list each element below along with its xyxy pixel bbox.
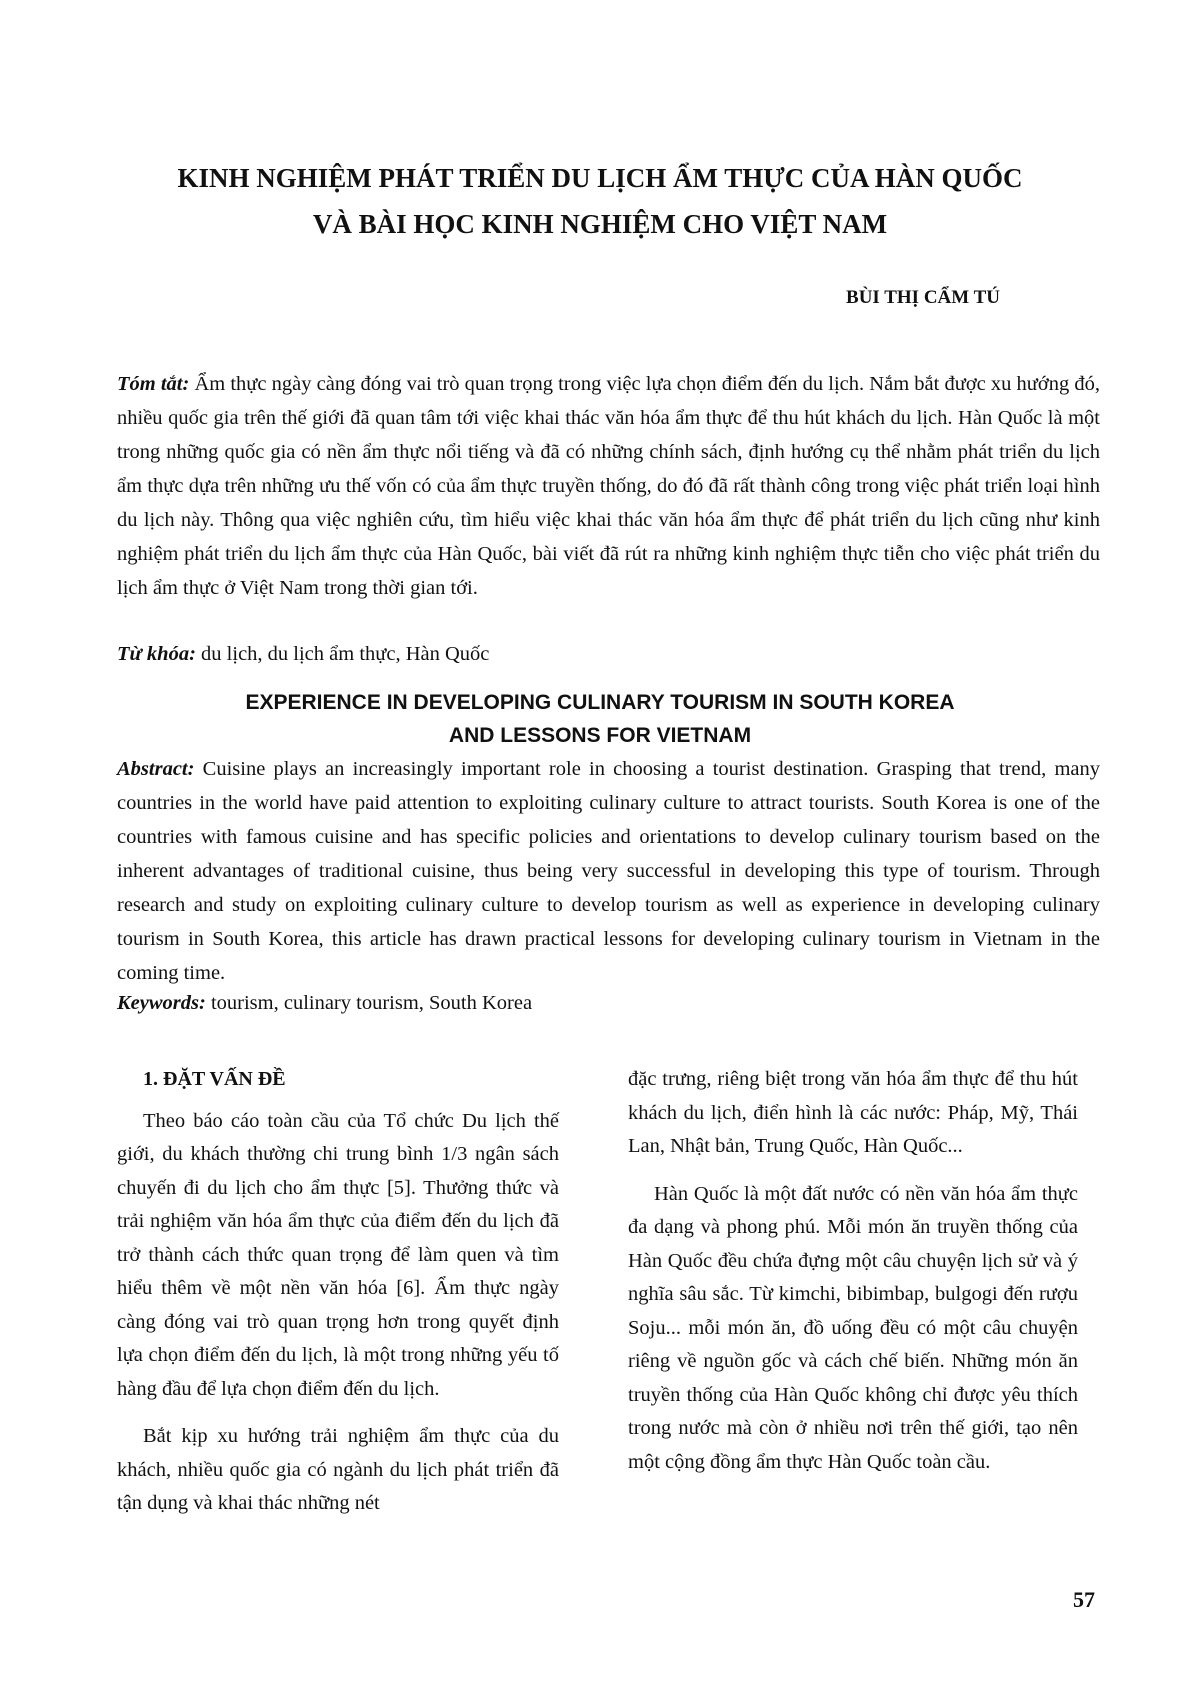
page-number: 57 (1073, 1587, 1095, 1612)
english-keywords-text: tourism, culinary tourism, South Korea (205, 992, 533, 1014)
body-paragraph: Theo báo cáo toàn cầu của Tổ chức Du lịch thế giới, du khách thường chi trung bình 1/3 ngân sách chuyến đi du lịch cho ẩm thực [5]. Thưởng thức và trải nghiệm văn hóa ẩm thực của điểm đến du lịch đã trở thành cách thức quan trọng để làm quen và tìm hiểu thêm về một nền văn hóa [6]. Ẩm thực ngày càng đóng vai trò quan trọng hơn trong quyết định lựa chọn điểm đến du lịch, là một trong những yếu tố hàng đầu để lựa chọn điểm đến du lịch. (117, 1109, 559, 1400)
english-abstract (117, 752, 1100, 990)
body-paragraph: đặc trưng, riêng biệt trong văn hóa ẩm thực để thu hút khách du lịch, điển hình là các nước: Pháp, Mỹ, Thái Lan, Nhật bản, Trung Quốc, Hàn Quốc... (628, 1068, 1078, 1157)
vietnamese-keywords (117, 637, 1100, 671)
title-line-1: KINH NGHIỆM PHÁT TRIỂN DU LỊCH ẨM THỰC CỦA HÀN QUỐC (177, 163, 1023, 193)
body-column-right (628, 1063, 1078, 1493)
body-paragraph: Bắt kịp xu hướng trải nghiệm ẩm thực của du khách, nhiều quốc gia có ngành du lịch phát triển đã tận dụng và khai thác những nét (117, 1425, 559, 1514)
vietnamese-abstract-text: Ẩm thực ngày càng đóng vai trò quan trọng trong việc lựa chọn điểm đến du lịch. Nắm bắt được xu hướng đó, nhiều quốc gia trên thế giới đã quan tâm tới việc khai thác văn hóa ẩm thực để thu hút khách du lịch. Hàn Quốc là một trong những quốc gia có nền ẩm thực nổi tiếng và đã có những chính sách, định hướng cụ thể nhằm phát triển du lịch ẩm thực dựa trên những ưu thế vốn có của ẩm thực truyền thống, do đó đã rất thành công trong việc phát triển loại hình du lịch này. Thông qua việc nghiên cứu, tìm hiểu việc khai thác văn hóa ẩm thực để phát triển du lịch cũng như kinh nghiệm phát triển du lịch ẩm thực của Hàn Quốc, bài viết đã rút ra những kinh nghiệm thực tiễn cho việc phát triển du lịch ẩm thực ở Việt Nam trong thời gian tới. (117, 373, 1100, 599)
english-title (0, 686, 1200, 752)
english-abstract-label: Abstract: (117, 758, 195, 780)
english-keywords-label: Keywords: (117, 992, 206, 1014)
english-title-line-1: EXPERIENCE IN DEVELOPING CULINARY TOURISM IN SOUTH KOREA (245, 691, 955, 714)
author-name: BÙI THỊ CẨM TÚ (846, 287, 1000, 308)
title-line-2: VÀ BÀI HỌC KINH NGHIỆM CHO VIỆT NAM (312, 209, 888, 239)
english-title-line-2: AND LESSONS FOR VIETNAM (448, 724, 752, 747)
body-column-left (117, 1063, 559, 1535)
vietnamese-abstract-label: Tóm tắt: (117, 373, 190, 395)
vietnamese-abstract (117, 367, 1100, 605)
english-keywords (117, 986, 1100, 1020)
english-abstract-text: Cuisine plays an increasingly important role in choosing a tourist destination. Grasping that trend, many countries in the world have paid attention to exploiting culinary culture to attract tourists. South Korea is one of the countries with famous cuisine and has specific policies and orientations to develop culinary tourism based on the inherent advantages of traditional cuisine, thus being very successful in developing this type of tourism. Through research and study on exploiting culinary culture to develop tourism as well as experience in developing culinary tourism in South Korea, this article has drawn practical lessons for developing culinary tourism in Vietnam in the coming time. (117, 758, 1100, 984)
body-paragraph: Hàn Quốc là một đất nước có nền văn hóa ẩm thực đa dạng và phong phú. Mỗi món ăn truyền thống của Hàn Quốc đều chứa đựng một câu chuyện lịch sử và ý nghĩa sâu sắc. Từ kimchi, bibimbap, bulgogi đến rượu Soju... mỗi món ăn, đồ uống đều có một câu chuyện riêng về nguồn gốc và cách chế biến. Những món ăn truyền thống của Hàn Quốc không chỉ được yêu thích trong nước mà còn ở nhiều nơi trên thế giới, tạo nên một cộng đồng ẩm thực Hàn Quốc toàn cầu. (628, 1182, 1078, 1473)
vietnamese-keywords-label: Từ khóa: (117, 643, 196, 665)
section-heading: 1. ĐẶT VẤN ĐỀ (143, 1068, 286, 1090)
vietnamese-keywords-text: du lịch, du lịch ẩm thực, Hàn Quốc (195, 643, 490, 665)
article-title (0, 155, 1200, 247)
